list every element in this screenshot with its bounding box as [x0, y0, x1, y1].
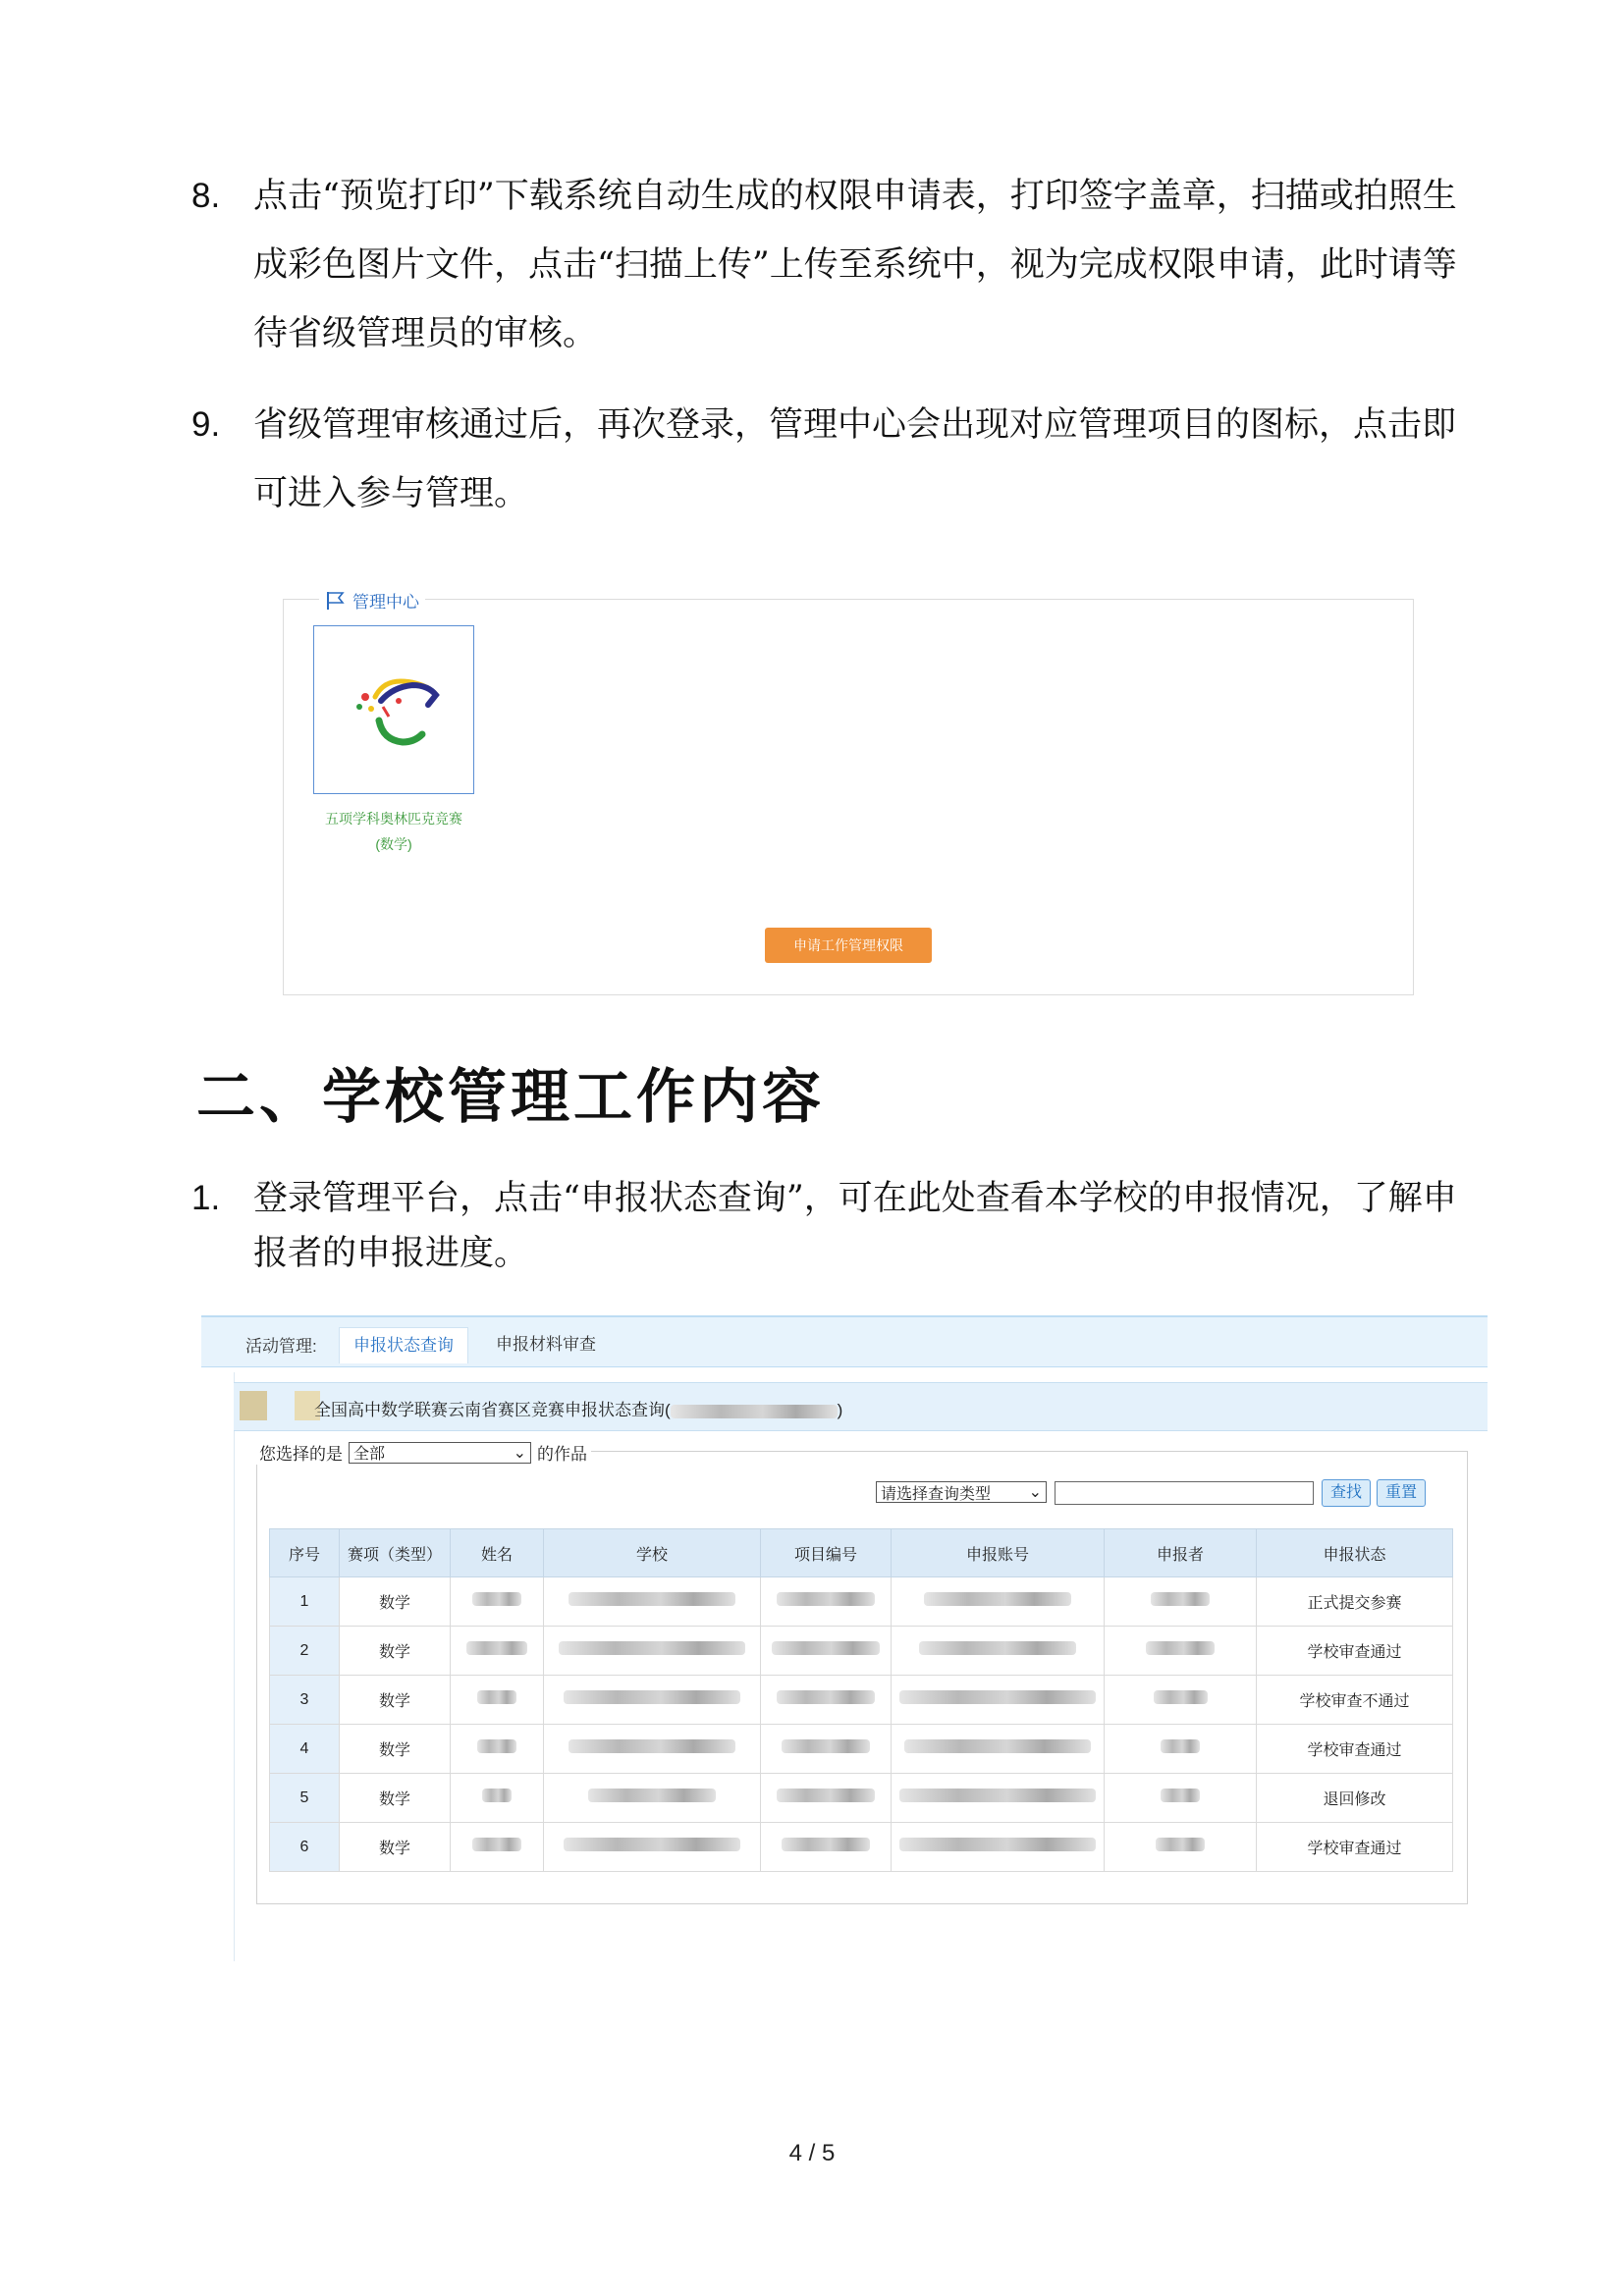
cell-status: 学校审查不通过	[1257, 1676, 1453, 1725]
table-row	[270, 1577, 1453, 1627]
divider	[234, 1372, 235, 1961]
cell-redacted	[544, 1676, 761, 1725]
cell-redacted	[1105, 1725, 1257, 1774]
cell-redacted	[892, 1725, 1105, 1774]
column-header: 申报状态	[1257, 1529, 1453, 1577]
cell-redacted	[892, 1774, 1105, 1823]
management-center-panel	[283, 593, 1414, 995]
cell-redacted	[761, 1725, 892, 1774]
cell-redacted	[761, 1627, 892, 1676]
apply-permission-button[interactable]: 申请工作管理权限	[765, 928, 932, 963]
column-header: 序号	[270, 1529, 340, 1577]
column-header: 赛项（类型）	[340, 1529, 451, 1577]
query-title-bar	[234, 1382, 1488, 1431]
query-title: 全国高中数学联赛云南省赛区竞赛申报状态查询( )	[314, 1401, 843, 1419]
cell-redacted	[1105, 1676, 1257, 1725]
cell-redacted	[892, 1577, 1105, 1627]
cell-redacted	[761, 1676, 892, 1725]
cell-seq: 1	[270, 1577, 340, 1627]
cell-event: 数学	[340, 1725, 451, 1774]
cell-event: 数学	[340, 1627, 451, 1676]
title-marker	[240, 1391, 267, 1420]
activity-tab-bar	[201, 1315, 1488, 1367]
cell-status: 正式提交参赛	[1257, 1577, 1453, 1627]
tab-material-review[interactable]: 申报材料审查	[496, 1335, 596, 1354]
cell-status: 学校审查通过	[1257, 1823, 1453, 1872]
cell-redacted	[451, 1823, 544, 1872]
cell-redacted	[544, 1725, 761, 1774]
column-header: 申报者	[1105, 1529, 1257, 1577]
cell-seq: 6	[270, 1823, 340, 1872]
cell-redacted	[892, 1676, 1105, 1725]
cell-seq: 5	[270, 1774, 340, 1823]
table-row	[270, 1823, 1453, 1872]
cell-redacted	[544, 1577, 761, 1627]
cell-seq: 4	[270, 1725, 340, 1774]
cell-status: 退回修改	[1257, 1774, 1453, 1823]
cell-redacted	[451, 1577, 544, 1627]
flag-icon	[325, 590, 347, 612]
cell-redacted	[892, 1627, 1105, 1676]
competition-tile-label[interactable]: 五项学科奥林匹克竞赛 (数学)	[325, 811, 462, 852]
cell-redacted	[1105, 1627, 1257, 1676]
section2-step-1	[191, 1171, 1488, 1281]
cell-redacted	[451, 1725, 544, 1774]
chevron-down-icon: ⌄	[1028, 1484, 1042, 1501]
filter-legend: 您选择的是 全部 ⌄ 的作品	[255, 1440, 591, 1465]
step-number: 1.	[191, 1179, 221, 1217]
cell-redacted	[1105, 1774, 1257, 1823]
step-number: 8.	[191, 177, 221, 215]
cell-redacted	[451, 1627, 544, 1676]
cell-redacted	[544, 1823, 761, 1872]
cell-redacted	[451, 1774, 544, 1823]
tab-bar-label: 活动管理:	[245, 1337, 317, 1356]
reset-button[interactable]: 重置	[1377, 1479, 1426, 1507]
step-8	[191, 162, 1488, 368]
step-9	[191, 391, 1488, 528]
cell-redacted	[544, 1627, 761, 1676]
cell-redacted	[761, 1577, 892, 1627]
cell-redacted	[892, 1823, 1105, 1872]
cell-status: 学校审查通过	[1257, 1725, 1453, 1774]
query-type-select[interactable]: 请选择查询类型 ⌄	[876, 1481, 1047, 1503]
column-header: 姓名	[451, 1529, 544, 1577]
step-text: 登录管理平台，点击“申报状态查询”，可在此处查看本学校的申报情况，了解申报者的申报进度。	[253, 1179, 1457, 1273]
cell-redacted	[1105, 1823, 1257, 1872]
cell-status: 学校审查通过	[1257, 1627, 1453, 1676]
legend-label: 管理中心	[352, 593, 419, 612]
step-number: 9.	[191, 405, 221, 444]
table-row	[270, 1725, 1453, 1774]
chevron-down-icon: ⌄	[513, 1444, 526, 1462]
table-header-row	[270, 1529, 1453, 1577]
table-row	[270, 1774, 1453, 1823]
table-row	[270, 1676, 1453, 1725]
redacted-value	[671, 1405, 838, 1418]
query-panel	[256, 1444, 1468, 1904]
cell-seq: 2	[270, 1627, 340, 1676]
olympiad-logo-icon	[314, 626, 473, 793]
status-table	[269, 1528, 1453, 1872]
cell-event: 数学	[340, 1774, 451, 1823]
step-text: 省级管理审核通过后，再次登录，管理中心会出现对应管理项目的图标，点击即可进入参与管理。	[253, 405, 1457, 513]
search-input[interactable]	[1055, 1481, 1314, 1505]
cell-event: 数学	[340, 1823, 451, 1872]
step-text: 点击“预览打印”下载系统自动生成的权限申请表，打印签字盖章，扫描或拍照生成彩色图片文件，点击“扫描上传”上传至系统中，视为完成权限申请，此时请等待省级管理员的审核。	[253, 177, 1457, 353]
cell-redacted	[451, 1676, 544, 1725]
cell-seq: 3	[270, 1676, 340, 1725]
page-number: 4 / 5	[788, 2140, 836, 2166]
filter-select[interactable]: 全部 ⌄	[349, 1442, 531, 1464]
cell-redacted	[761, 1823, 892, 1872]
cell-redacted	[1105, 1577, 1257, 1627]
management-center-legend	[319, 588, 425, 613]
tab-status-query[interactable]: 申报状态查询	[339, 1327, 468, 1363]
cell-event: 数学	[340, 1577, 451, 1627]
competition-tile[interactable]	[313, 625, 474, 794]
column-header: 申报账号	[892, 1529, 1105, 1577]
cell-event: 数学	[340, 1676, 451, 1725]
query-screenshot	[201, 1315, 1488, 2020]
column-header: 项目编号	[761, 1529, 892, 1577]
cell-redacted	[544, 1774, 761, 1823]
section-heading: 二、学校管理工作内容	[196, 1063, 825, 1132]
table-row	[270, 1627, 1453, 1676]
cell-redacted	[761, 1774, 892, 1823]
column-header: 学校	[544, 1529, 761, 1577]
find-button[interactable]: 查找	[1322, 1479, 1371, 1507]
